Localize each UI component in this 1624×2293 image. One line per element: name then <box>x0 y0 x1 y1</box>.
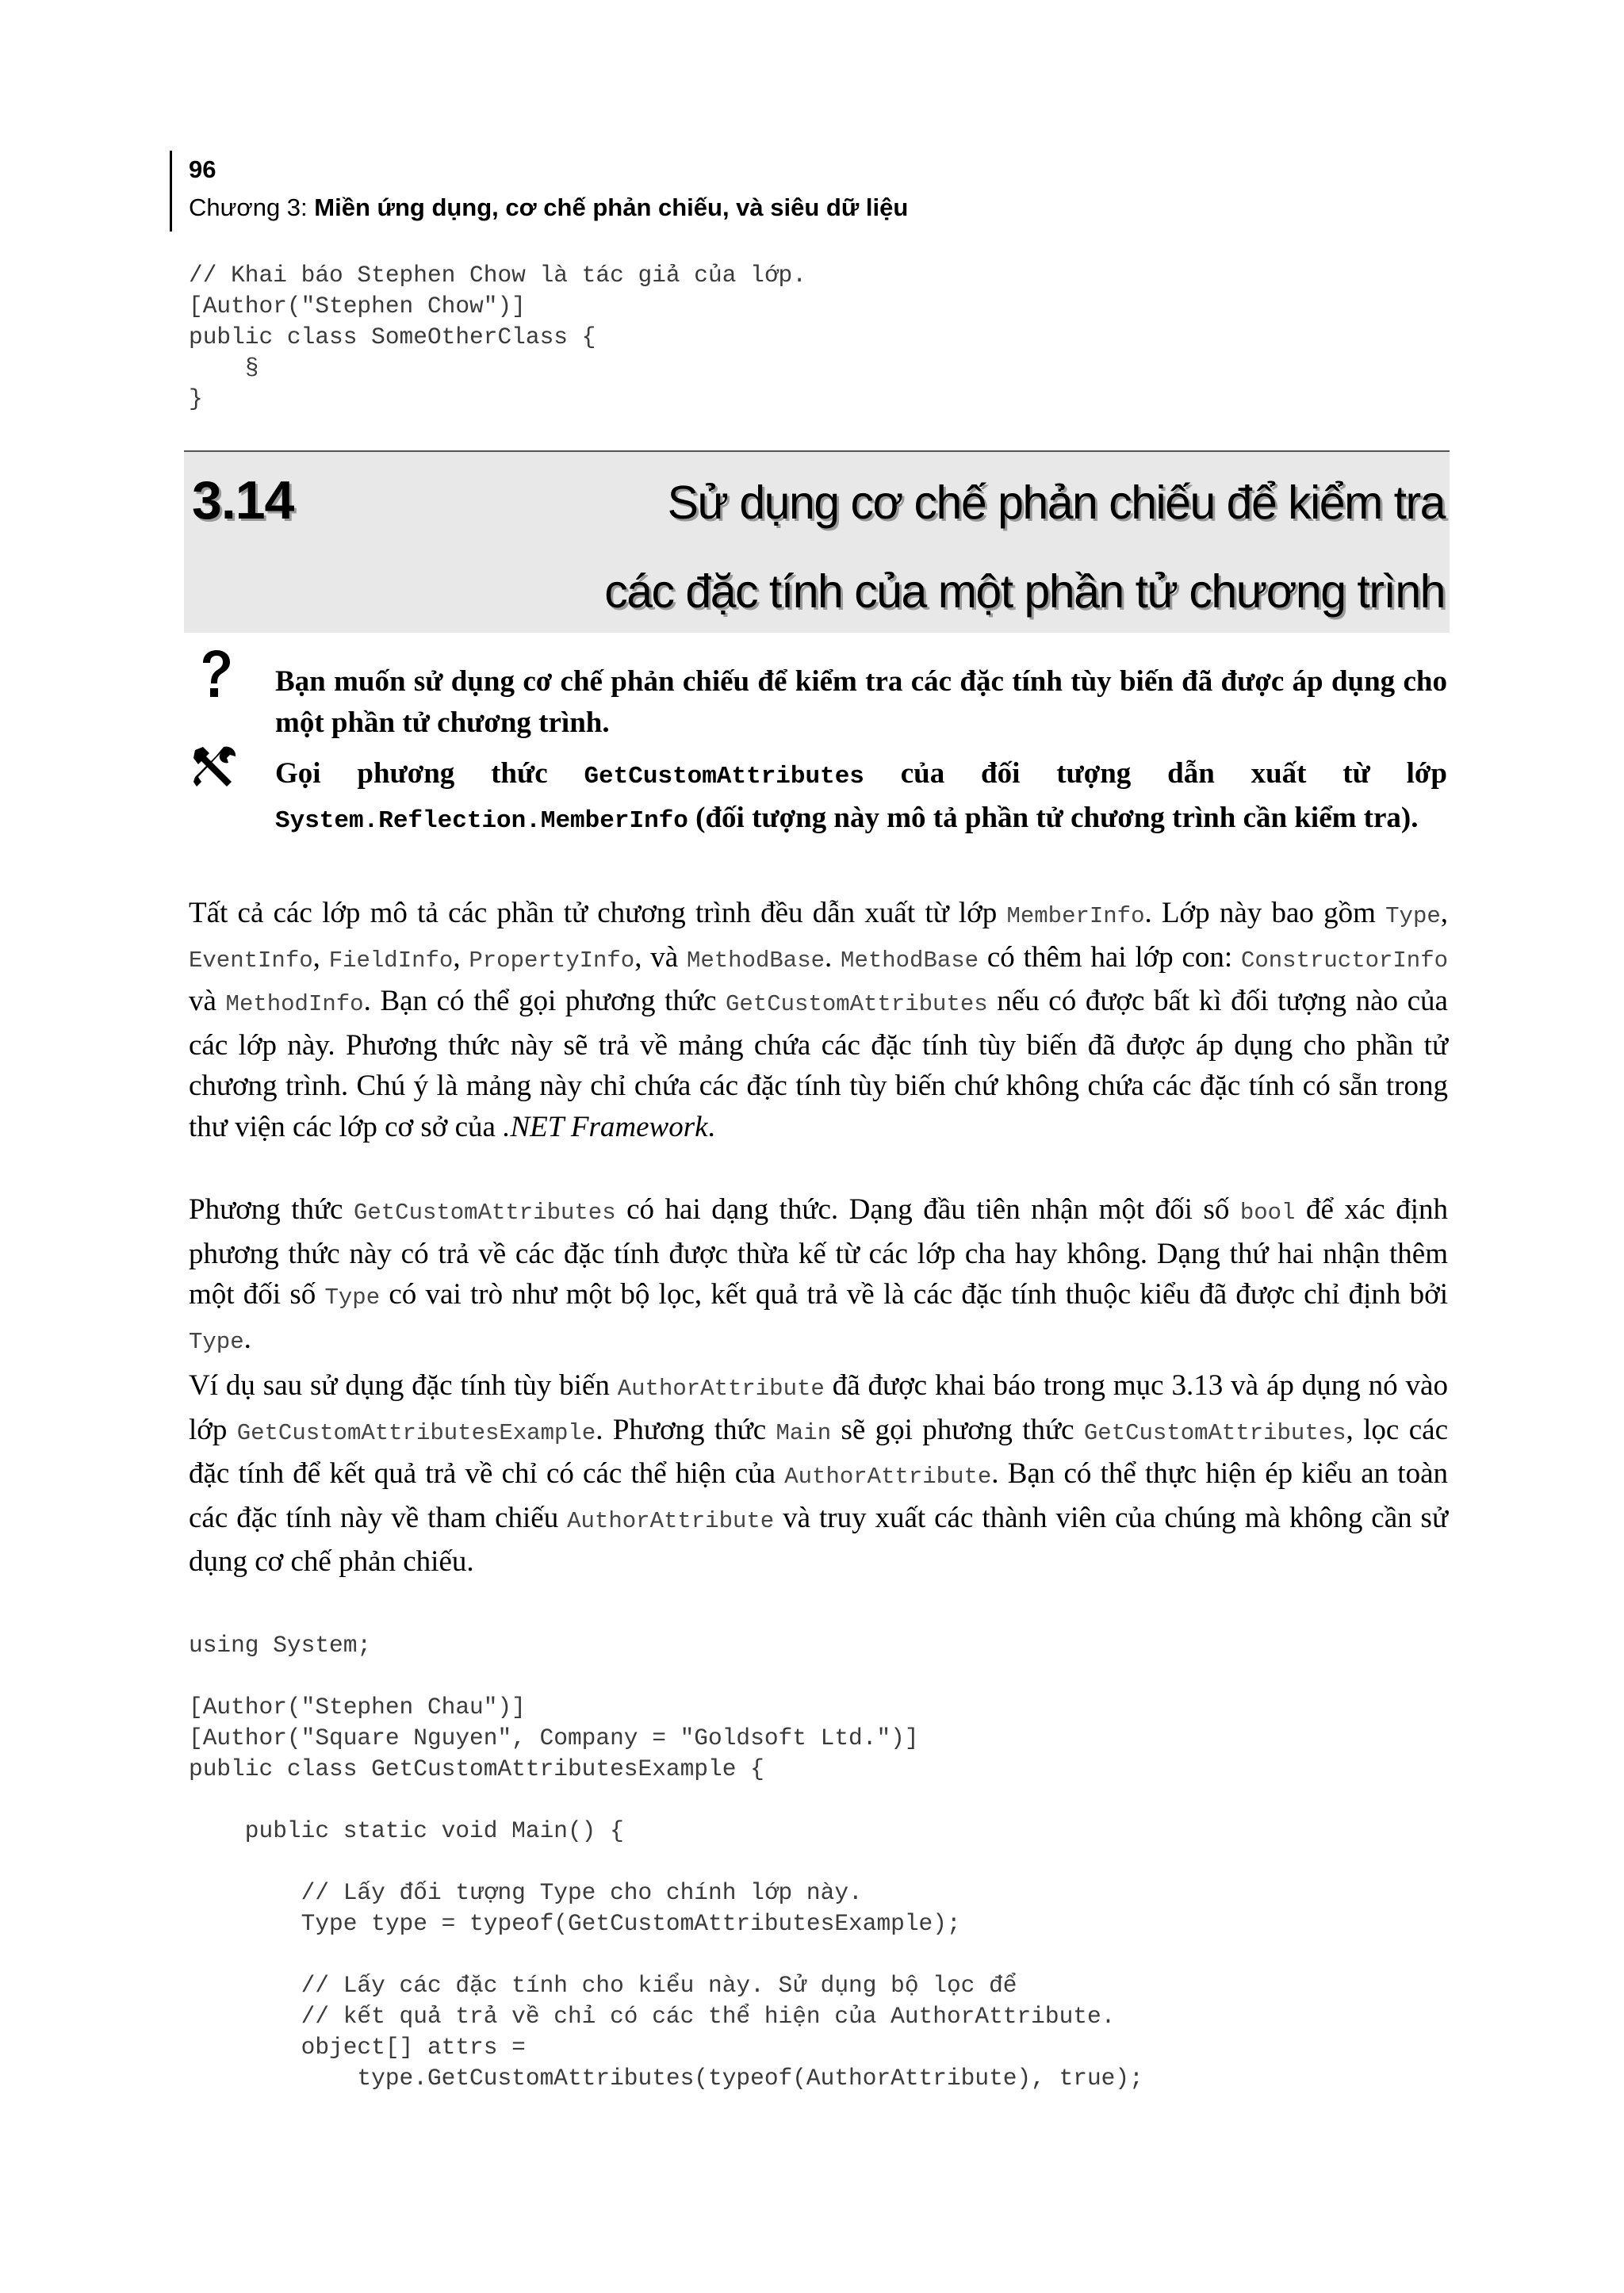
problem-text: Bạn muốn sử dụng cơ chế phản chiếu để kiểm tra các đặc tính tùy biến đã được áp dụng cho một phần tử chương trình. <box>275 665 1447 739</box>
paragraph-2: Phương thức GetCustomAttributes có hai dạng thức. Dạng đầu tiên nhận một đối số bool để xác định phương thức này có trả về các đặc tính được thừa kế từ các lớp cha hay không. Dạng thứ hai nhận thêm một đối số Type có vai trò như một bộ lọc, kết quả trả về là các đặc tính thuộc kiểu đã được chỉ định bởi Type. <box>189 1193 1449 1355</box>
code-getcustomattributes: GetCustomAttributes <box>584 763 864 790</box>
solution-text <box>275 753 1447 842</box>
solution-text-3: (đối tượng này mô tả phần tử chương trình cần kiểm tra). <box>688 802 1419 834</box>
paragraph-3: Ví dụ sau sử dụng đặc tính tùy biến AuthorAttribute đã được khai báo trong mục 3.13 và áp dụng nó vào lớp GetCustomAttributesExample. Phương thức Main sẽ gọi phương thức GetCustomAttributes, lọc các đặc tính để kết quả trả về chỉ có các thể hiện của AuthorAttribute. Bạn có thể thực hiện ép kiểu an toàn các đặc tính này về tham chiếu AuthorAttribute và truy xuất các thành viên của chúng mà không cần sử dụng cơ chế phản chiếu. <box>189 1369 1449 1578</box>
section-title-line-1: Sử dụng cơ chế phản chiếu để kiểm tra <box>667 477 1445 529</box>
chapter-title: Miền ứng dụng, cơ chế phản chiếu, và siêu dữ liệu <box>314 193 909 221</box>
paragraph-1: Tất cả các lớp mô tả các phần tử chương trình đều dẫn xuất từ lớp MemberInfo. Lớp này bao gồm Type, EventInfo, FieldInfo, PropertyInfo, và MethodBase. MethodBase có thêm hai lớp con: ConstructorInfo và MethodInfo. Bạn có thể gọi phương thức GetCustomAttributes nếu có được bất kì đối tượng nào của các lớp này. Phương thức này sẽ trả về mảng chứa các đặc tính tùy biến đã được áp dụng cho phần tử chương trình. Chú ý là mảng này chỉ chứa các đặc tính tùy biến chứ không chứa các đặc tính có sẵn trong thư viện các lớp cơ sở của .NET Framework. <box>189 897 1449 1143</box>
question-mark-icon <box>198 649 233 701</box>
chapter-header <box>189 193 908 222</box>
code-block-top: // Khai báo Stephen Chow là tác giả của lớp. [Author("Stephen Chow")] public class SomeOtherClass { § } <box>189 262 806 412</box>
section-number: 3.14 <box>192 470 294 530</box>
code-block-bottom: using System; [Author("Stephen Chau")] [Author("Square Nguyen", Company = "Goldsoft Ltd.")] public class GetCustomAttributesExample { public static void Main() { // Lấy đối tượng Type cho chính lớp này. Type type = typeof(GetCustomAttributesExample); // Lấy các đặc tính cho kiểu này. Sử dụng bộ lọc để // kết quả trả về chỉ có các thể hiện của AuthorAttribute. object[] attrs = type.GetCustomAttributes(typeof(AuthorAttribute), true); <box>189 1632 1143 2092</box>
solution-text-2: của đối tượng dẫn xuất từ lớp <box>864 757 1447 790</box>
header-rule <box>170 151 172 232</box>
code-memberinfo: System.Reflection.MemberInfo <box>275 807 688 835</box>
chapter-prefix: Chương 3: <box>189 193 315 221</box>
solution-text-1: Gọi phương thức <box>275 757 584 790</box>
tools-icon <box>192 745 238 788</box>
page-number: 96 <box>189 155 216 183</box>
section-title-line-2: các đặc tính của một phần tử chương trình <box>604 565 1445 618</box>
